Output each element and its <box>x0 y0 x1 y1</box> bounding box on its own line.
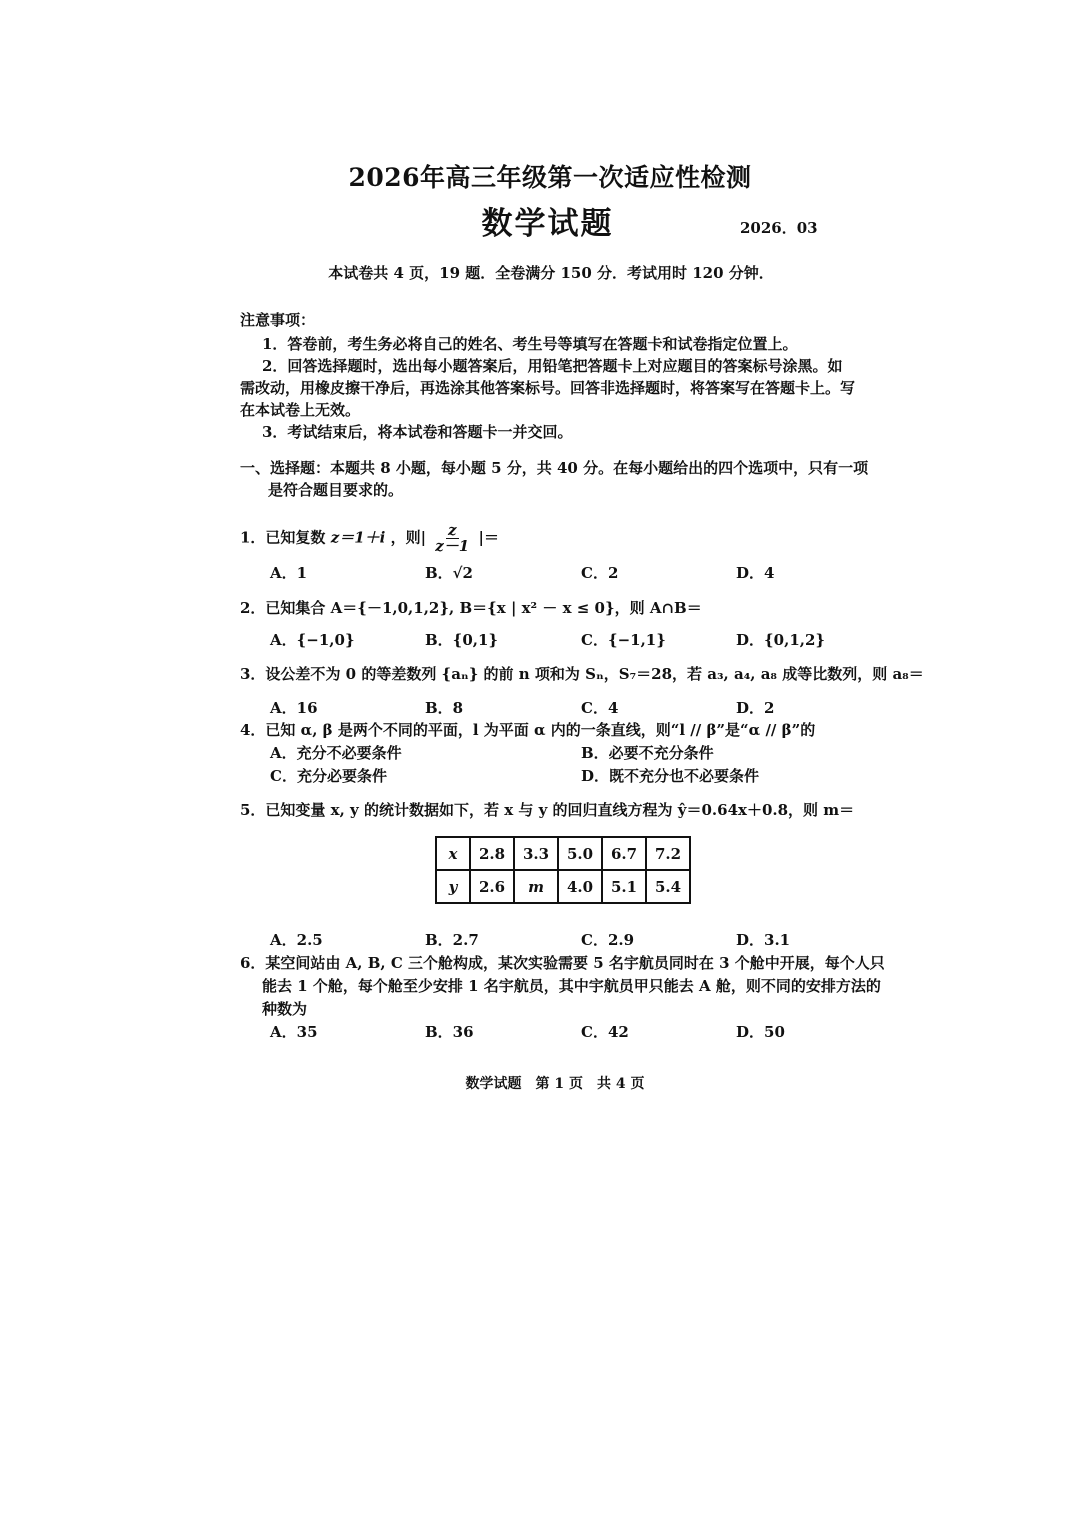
q6-option-c: C．42 <box>581 1023 629 1041</box>
q1-fraction-denominator: z－1 <box>435 537 470 555</box>
section-heading: 一、选择题：本题共 8 小题，每小题 5 分，共 40 分。在每小题给出的四个选项中，只有一项 <box>240 459 869 477</box>
q2-option-d: D．{0,1,2} <box>736 631 826 649</box>
note-line: 1．答卷前，考生务必将自己的姓名、考生号等填写在答题卡和试卷指定位置上。 <box>262 335 798 353</box>
q5-data-table <box>435 836 691 904</box>
question-6-stem-line: 6．某空间站由 A, B, C 三个舱构成，某次实验需要 5 名宇航员同时在 3 个舱中开展，每个人只 <box>240 954 885 972</box>
q4-option-c: C．充分必要条件 <box>270 767 387 785</box>
q6-option-b: B．36 <box>425 1023 474 1041</box>
table-cell: m <box>514 870 558 903</box>
q1-option-b: B．√2 <box>425 564 473 582</box>
question-6-stem-line: 能去 1 个舱，每个舱至少安排 1 名宇航员，其中宇航员甲只能去 A 舱，则不同的安排方法的 <box>262 977 881 995</box>
page-footer: 数学试题 第 1 页 共 4 页 <box>465 1076 645 1092</box>
q2-option-a: A．{−1,0} <box>270 631 355 649</box>
q4-option-a: A．充分不必要条件 <box>270 744 402 762</box>
question-6-stem-line: 种数为 <box>262 1000 308 1018</box>
exam-title: 2026年高三年级第一次适应性检测 <box>348 163 752 192</box>
table-cell: 4.0 <box>558 870 602 903</box>
note-line: 3．考试结束后，将本试卷和答题卡一并交回。 <box>262 423 573 441</box>
q2-option-b: B．{0,1} <box>425 631 499 649</box>
q3-option-d: D．2 <box>736 699 775 717</box>
question-2-stem: 2．已知集合 A＝{－1,0,1,2}, B＝{x | x² － x ≤ 0}，则 A∩B＝ <box>240 599 702 617</box>
question-3-stem: 3．设公差不为 0 的等差数列 {aₙ} 的前 n 项和为 Sₙ，S₇＝28，若 a₃, a₄, a₈ 成等比数列，则 a₈＝ <box>240 665 924 683</box>
note-line: 2．回答选择题时，选出每小题答案后，用铅笔把答题卡上对应题目的答案标号涂黑。如 <box>262 357 843 375</box>
q3-option-b: B．8 <box>425 699 464 717</box>
table-header-y: y <box>436 870 470 903</box>
q1-eq: z＝1＋i <box>330 528 386 547</box>
table-cell: 5.1 <box>602 870 646 903</box>
q1-fraction-numerator: z <box>448 521 457 539</box>
notes-title: 注意事项： <box>240 311 316 329</box>
q5-option-b: B．2.7 <box>425 931 479 949</box>
note-line: 在本试卷上无效。 <box>240 401 361 419</box>
q5-option-d: D．3.1 <box>736 931 791 949</box>
table-cell: 2.6 <box>470 870 514 903</box>
section-heading-cont: 是符合题目要求的。 <box>268 481 404 499</box>
q6-option-d: D．50 <box>736 1023 785 1041</box>
q2-option-c: C．{−1,1} <box>581 631 666 649</box>
exam-intro: 本试卷共 4 页，19 题．全卷满分 150 分．考试用时 120 分钟． <box>328 264 774 282</box>
q1-pre: 1．已知复数 <box>240 528 326 547</box>
table-row-y <box>436 870 690 903</box>
q3-option-a: A．16 <box>270 699 318 717</box>
q1-option-c: C．2 <box>581 564 619 582</box>
q5-option-c: C．2.9 <box>581 931 635 949</box>
exam-subject-title: 数学试题 <box>481 206 614 242</box>
table-cell: 5.4 <box>646 870 690 903</box>
table-cell: 7.2 <box>646 837 690 870</box>
table-cell: 2.8 <box>470 837 514 870</box>
q6-option-a: A．35 <box>270 1023 318 1041</box>
q4-option-d: D．既不充分也不必要条件 <box>581 767 760 785</box>
q1-option-d: D．4 <box>736 564 775 582</box>
table-row-x <box>436 837 690 870</box>
exam-date: 2026．03 <box>740 219 818 237</box>
q1-post: |＝ <box>478 528 499 547</box>
question-1-stem <box>240 523 499 554</box>
q5-option-a: A．2.5 <box>270 931 323 949</box>
question-4-stem: 4．已知 α, β 是两个不同的平面，l 为平面 α 内的一条直线，则“l // β”是“α // β”的 <box>240 721 816 739</box>
q1-option-a: A．1 <box>270 564 308 582</box>
q4-option-b: B．必要不充分条件 <box>581 744 714 762</box>
table-cell: 5.0 <box>558 837 602 870</box>
question-5-stem: 5．已知变量 x, y 的统计数据如下，若 x 与 y 的回归直线方程为 ŷ＝0.64x＋0.8，则 m＝ <box>240 801 855 819</box>
table-header-x: x <box>436 837 470 870</box>
table-cell: 6.7 <box>602 837 646 870</box>
q1-mid: ，则| <box>390 528 427 547</box>
note-line: 需改动，用橡皮擦干净后，再选涂其他答案标号。回答非选择题时，将答案写在答题卡上。写 <box>240 379 856 397</box>
q1-fraction <box>433 523 471 554</box>
table-cell: 3.3 <box>514 837 558 870</box>
q3-option-c: C．4 <box>581 699 619 717</box>
